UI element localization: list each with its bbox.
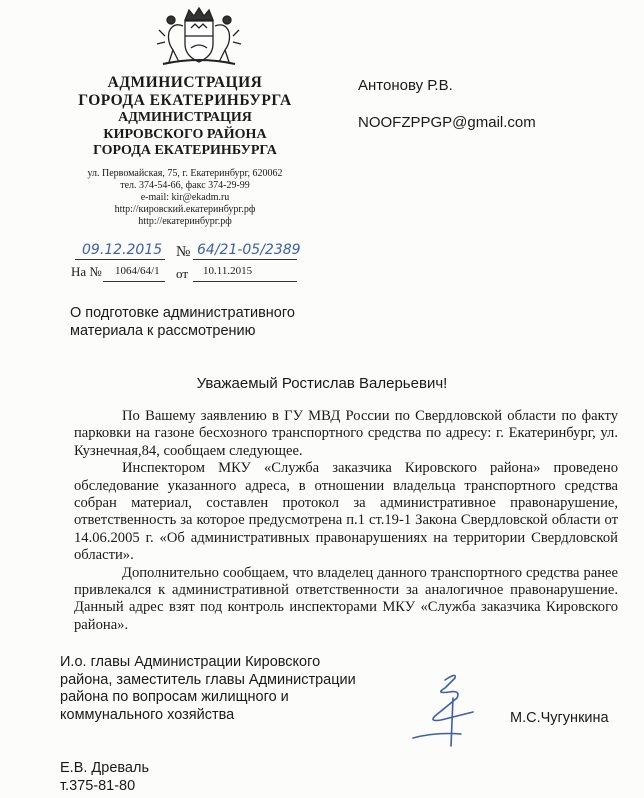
outgoing-number: 64/21-05/2389: [197, 242, 301, 258]
organization-name: [45, 74, 325, 110]
website-1: http://кировский.екатеринбург.рф: [114, 204, 256, 215]
executor-block: [60, 759, 149, 795]
department-name: [45, 110, 325, 160]
subject: [70, 304, 330, 340]
executor-phone: т.375-81-80: [60, 778, 136, 794]
ref-date-underline: [193, 281, 297, 282]
org-line-1: АДМИНИСТРАЦИЯ: [107, 74, 263, 91]
handwritten-signature-icon: [405, 668, 495, 748]
paragraph-1: По Вашему заявлению в ГУ МВД России по Свердловской области по факту парковки на газоне бесхозного транспортного средства по адресу: г. Екатеринбург, ул. Кузнечная,84, сообщаем следующее.: [74, 408, 618, 459]
contact-block: [45, 168, 325, 228]
executor-name: Е.В. Древаль: [60, 760, 149, 776]
dept-line-1: АДМИНИСТРАЦИЯ: [118, 110, 252, 125]
address: ул. Первомайская, 75, г. Екатеринбург, 620062: [87, 168, 283, 179]
signatory-line-2: района, заместитель главы Администрации: [60, 671, 356, 688]
recipient-email: NOOFZPPGP@gmail.com: [358, 114, 536, 131]
phone: тел. 374-54-66, факс 374-29-99: [120, 180, 250, 191]
reference-number: 1064/64/1: [115, 265, 160, 277]
greeting: Уважаемый Ростислав Валерьевич!: [196, 375, 448, 392]
org-line-2: ГОРОДА ЕКАТЕРИНБУРГА: [78, 92, 292, 109]
date-underline: [75, 259, 165, 260]
number-label: №: [176, 244, 191, 260]
signatory-line-4: коммунального хозяйства: [60, 706, 235, 723]
signatory-name: М.С.Чугункина: [510, 710, 609, 726]
paragraph-2: Инспектором МКУ «Служба заказчика Кировского района» проведено обследование указанного адреса, в отношении владельца транспортного средства собран материал, составлен протокол за административное правонарушение, ответственность за которое предусмотрена п.1 ст.19-1 Закона Свердловской области от 14.06.2005 г. «Об административных правонарушениях на территории Свердловской области».: [74, 460, 618, 564]
paragraph-3: Дополнительно сообщаем, что владелец данного транспортного средства ранее привлекался к административной ответственности за аналогичное правонарушение. Данный адрес взят под контроль инспекторами МКУ «Служба заказчика Кировского района».: [74, 564, 618, 633]
subject-line-1: О подготовке административного: [70, 305, 295, 321]
letter-body: [74, 408, 618, 634]
email: e-mail: kir@ekadm.ru: [140, 192, 230, 203]
recipient-name: Антонову Р.В.: [358, 77, 453, 94]
signatory-line-1: И.о. главы Администрации Кировского: [60, 654, 321, 670]
number-underline: [193, 259, 297, 260]
ref-number-underline: [103, 281, 165, 282]
reference-from-label: от: [176, 266, 189, 281]
reference-label: На №: [71, 264, 102, 279]
city-emblem-icon: [155, 6, 243, 68]
dept-line-2: КИРОВСКОГО РАЙОНА: [103, 126, 267, 142]
subject-line-2: материала к рассмотрению: [70, 323, 256, 339]
dept-line-3: ГОРОДА ЕКАТЕРИНБУРГА: [93, 143, 277, 158]
outgoing-date: 09.12.2015: [82, 242, 163, 258]
website-2: http://екатеринбург.рф: [138, 216, 232, 227]
signatory-title: [60, 654, 360, 724]
reference-date: 10.11.2015: [203, 265, 253, 277]
signatory-line-3: района по вопросам жилищного и: [60, 689, 289, 705]
